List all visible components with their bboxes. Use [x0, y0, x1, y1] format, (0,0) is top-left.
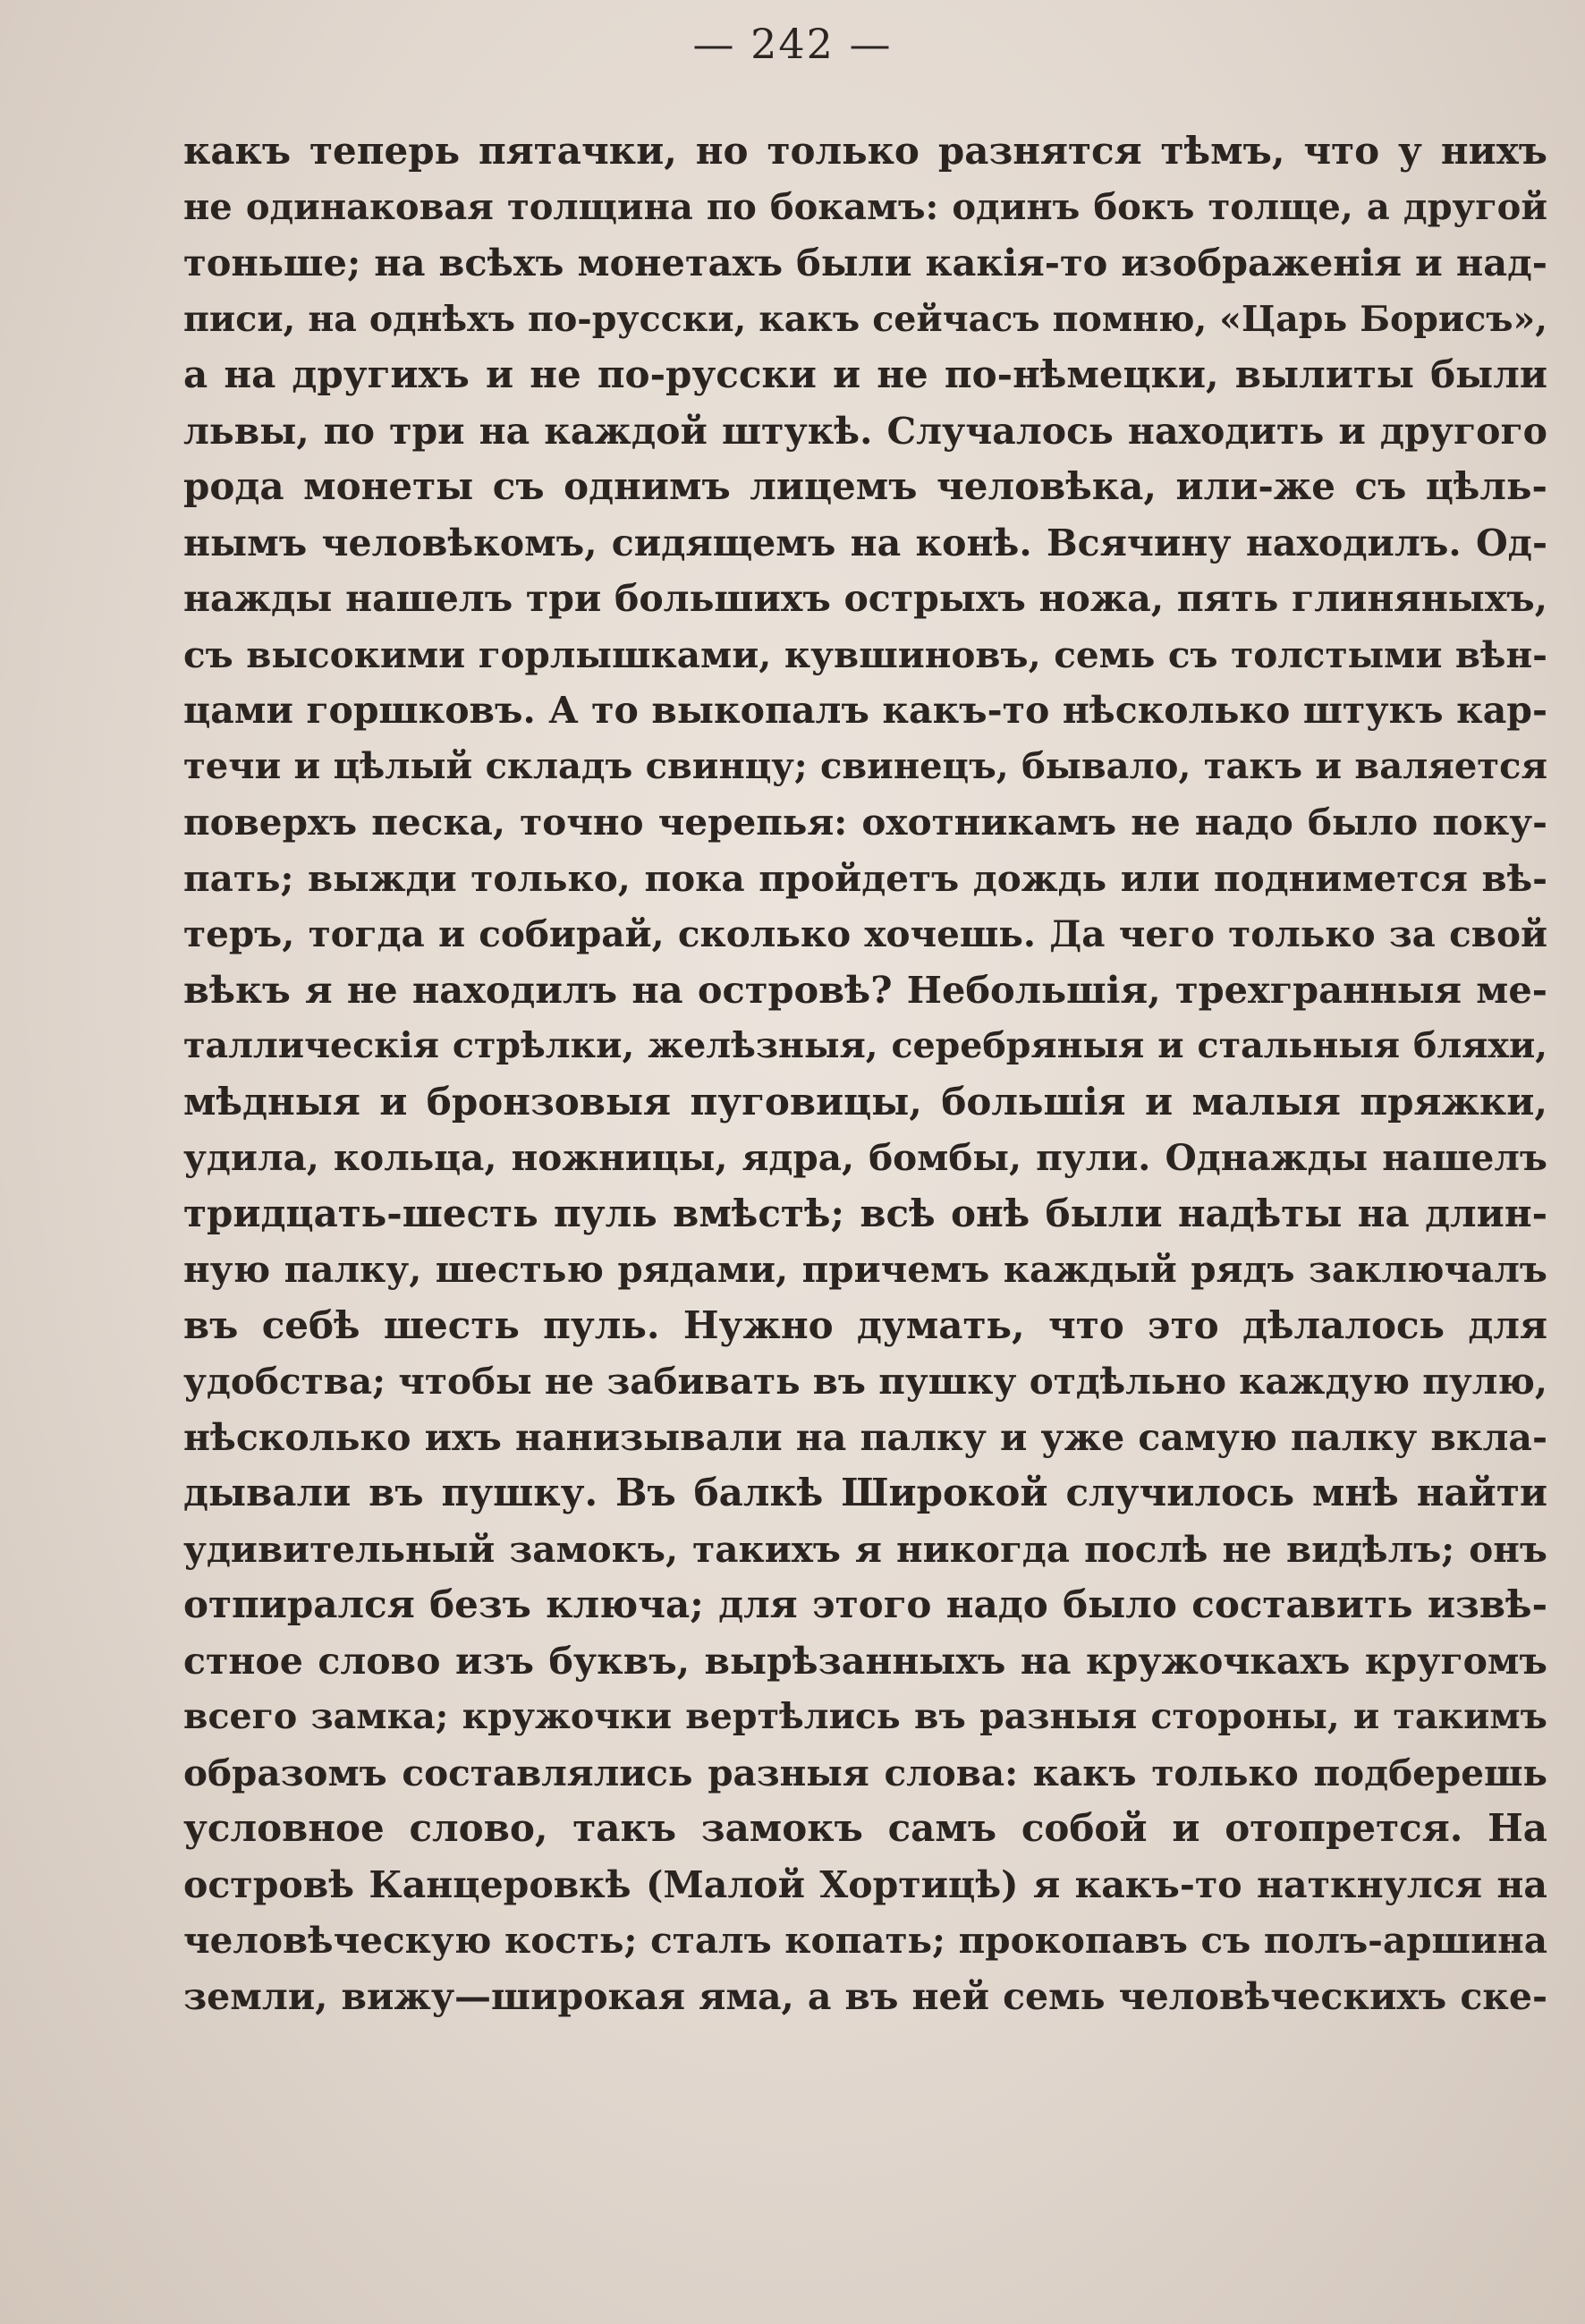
text-line: теръ, тогда и собирай, сколько хочешь. Да чего только за свой: [183, 912, 1547, 955]
text-line: какъ теперь пятачки, но только разнятся тѣмъ, что у нихъ: [183, 129, 1547, 173]
text-line: отпирался безъ ключа; для этого надо было составить извѣ-: [183, 1582, 1547, 1626]
text-line: удобства; чтобы не забивать въ пушку отдѣльно каждую пулю,: [183, 1360, 1547, 1403]
text-line: вѣкъ я не находилъ на островѣ? Небольшія, трехгранныя ме-: [183, 967, 1547, 1012]
text-line: не одинаковая толщина по бокамъ: одинъ бокъ толще, а другой: [183, 185, 1547, 228]
body-text: [183, 123, 1547, 2024]
text-line: тоньше; на всѣхъ монетахъ были какія-то изображенія и над-: [183, 241, 1547, 284]
text-line: удила, кольца, ножницы, ядра, бомбы, пули. Однажды нашелъ: [183, 1136, 1547, 1179]
text-line: нымъ человѣкомъ, сидящемъ на конѣ. Всячину находилъ. Од-: [183, 521, 1547, 564]
text-line: земли, вижу—широкая яма, а въ ней семь человѣческихъ ске-: [183, 1974, 1547, 2018]
text-line: островѣ Канцеровкѣ (Малой Хортицѣ) я какъ-то наткнулся на: [183, 1862, 1547, 1906]
text-line: ную палку, шестью рядами, причемъ каждый рядъ заключалъ: [183, 1248, 1547, 1291]
text-line: рода монеты съ однимъ лицемъ человѣка, или-же съ цѣль-: [183, 464, 1547, 508]
text-line: а на другихъ и не по-русски и не по-нѣмецки, вылиты были: [183, 352, 1547, 396]
text-line: условное слово, такъ замокъ самъ собой и отопрется. На: [183, 1806, 1547, 1850]
text-line: львы, по три на каждой штукѣ. Случалось находить и другого: [183, 409, 1547, 453]
text-line: всего замка; кружочки вертѣлись въ разныя стороны, и такимъ: [183, 1696, 1547, 1737]
text-line: писи, на однѣхъ по-русски, какъ сейчасъ помню, «Царь Борисъ»,: [183, 298, 1547, 340]
text-line: мѣдныя и бронзовыя пуговицы, большія и малыя пряжки,: [183, 1079, 1547, 1124]
text-line: дывали въ пушку. Въ балкѣ Широкой случилось мнѣ найти: [183, 1471, 1547, 1514]
text-line: въ себѣ шесть пуль. Нужно думать, что это дѣлалось для: [183, 1302, 1547, 1347]
text-line: образомъ составлялись разныя слова: какъ только подберешь: [183, 1751, 1547, 1794]
text-line: съ высокими горлышками, кувшиновъ, семь съ толстыми вѣн-: [183, 632, 1547, 676]
text-line: тридцать-шесть пуль вмѣстѣ; всѣ онѣ были надѣты на длин-: [183, 1191, 1547, 1235]
text-line: удивительный замокъ, такихъ я никогда послѣ не видѣлъ; онъ: [183, 1527, 1547, 1571]
text-line: нажды нашелъ три большихъ острыхъ ножа, пять глиняныхъ,: [183, 577, 1547, 620]
text-line: поверхъ песка, точно черепья: охотникамъ не надо было поку-: [183, 801, 1547, 844]
text-line: пать; выжди только, пока пройдетъ дождь или поднимется вѣ-: [183, 856, 1547, 900]
page-number: — 242 —: [692, 20, 893, 68]
text-line: человѣческую кость; сталъ копать; прокопавъ съ полъ-аршина: [183, 1919, 1547, 1962]
text-line: течи и цѣлый складъ свинцу; свинецъ, бывало, такъ и валяется: [183, 744, 1547, 787]
text-line: нѣсколько ихъ нанизывали на палку и уже самую палку вкла-: [183, 1415, 1547, 1459]
text-line: таллическія стрѣлки, желѣзныя, серебряныя и стальныя бляхи,: [183, 1025, 1547, 1066]
text-line: цами горшковъ. А то выкопалъ какъ-то нѣсколько штукъ кар-: [183, 689, 1547, 732]
text-line: стное слово изъ буквъ, вырѣзанныхъ на кружочкахъ кругомъ: [183, 1639, 1547, 1683]
